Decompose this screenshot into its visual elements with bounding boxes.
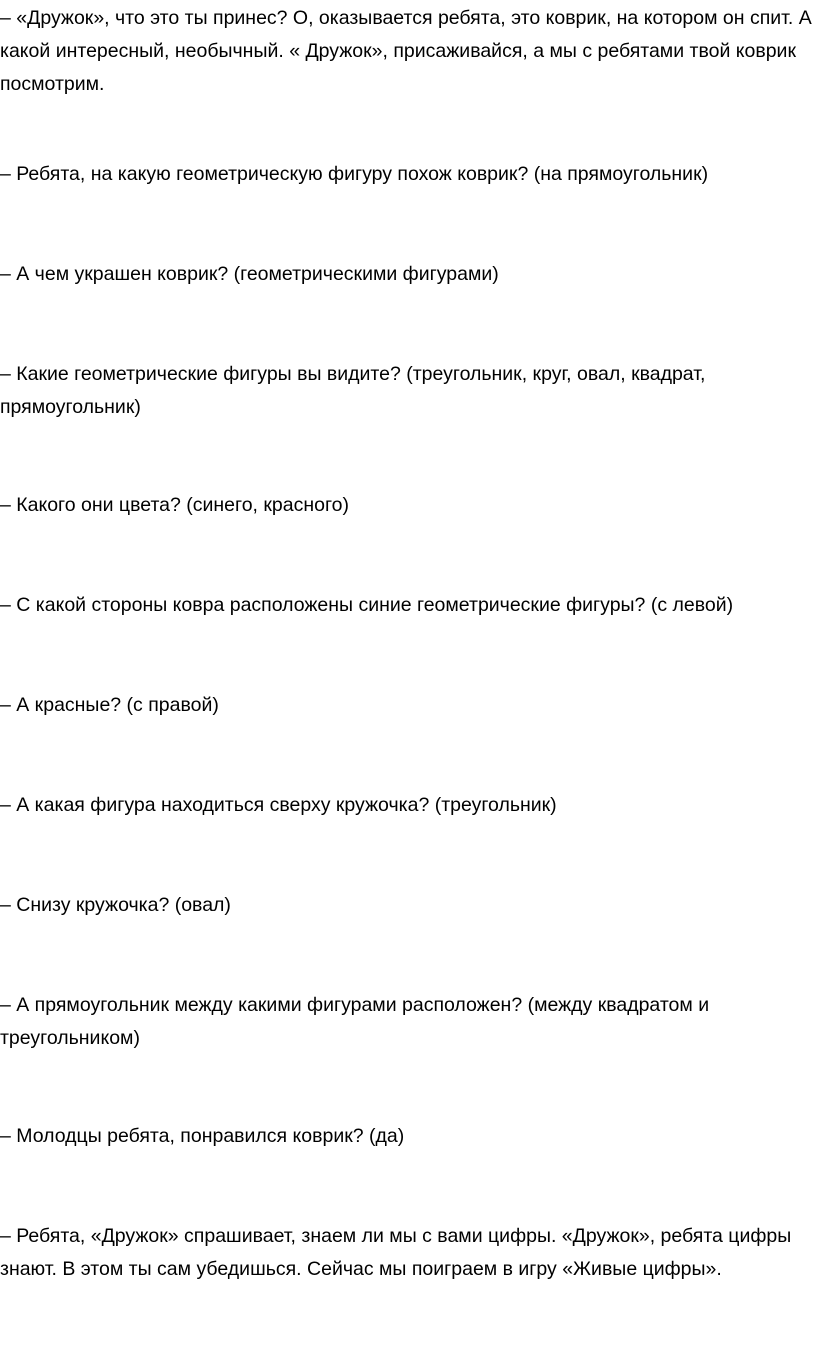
paragraph-question-decor: – А чем украшен коврик? (геометрическими фигурами) [0,263,499,285]
paragraph-praise: – Молодцы ребята, понравился коврик? (да) [0,1125,405,1147]
paragraph-question-figures: – Какие геометрические фигуры вы видите? (треугольник, круг, овал, квадрат, прямоугольник) [0,363,706,418]
paragraph-question-between: – А прямоугольник между какими фигурами расположен? (между квадратом и треугольником) [0,994,710,1049]
paragraph-question-below: – Снизу кружочка? (овал) [0,894,231,916]
paragraph-question-above: – А какая фигура находиться сверху кружочка? (треугольник) [0,794,557,816]
paragraph-question-colors: – Какого они цвета? (синего, красного) [0,494,349,516]
paragraph-question-left: – С какой стороны ковра расположены синие геометрические фигуры? (с левой) [0,594,734,616]
paragraph-question-shape: – Ребята, на какую геометрическую фигуру похож коврик? (на прямоугольник) [0,163,709,185]
paragraph-intro: – «Дружок», что это ты принес? О, оказывается ребята, это коврик, на котором он спит. А какой интересный, необычный. « Дружок», присаживайся, а мы с ребятами твой коврик посмотрим. [0,7,812,95]
paragraph-game-intro: – Ребята, «Дружок» спрашивает, знаем ли мы с вами цифры. «Дружок», ребята цифры знают. В этом ты сам убедишься. Сейчас мы поиграем в игру «Живые цифры». [0,1225,792,1280]
paragraph-question-right: – А красные? (с правой) [0,694,219,716]
